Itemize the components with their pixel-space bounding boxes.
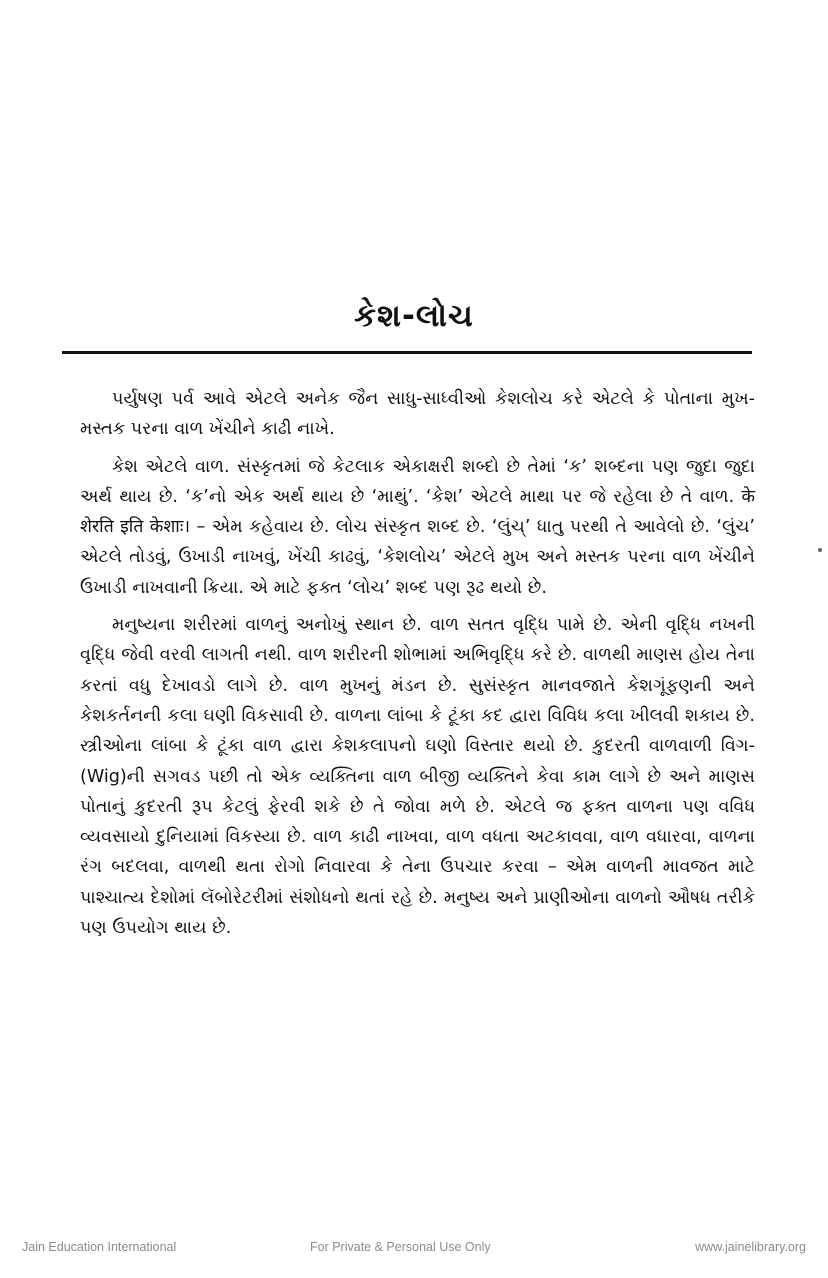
- page-footer: [0, 1240, 828, 1260]
- footer-usage-note: For Private & Personal Use Only: [310, 1240, 491, 1254]
- scan-speck: [818, 548, 822, 552]
- paragraph-2: કેશ એટલે વાળ. સંસ્કૃતમાં જે કેટલાક એકાક્ષરી શબ્દો છે તેમાં ‘ક’ શબ્દના પણ જુદા જુદા અર્થ થાય છે. ‘ક’નો એક અર્થ થાય છે ‘માથું’. ‘કેશ’ એટલે માથા પર જે રહેલા છે તે વાળ. के शेरति इति केशाः। – એમ કહેવાય છે. લોચ સંસ્કૃત શબ્દ છે. ‘લુંચ્’ ધાતુ પરથી તે આવેલો છે. ‘લુંચ’ એટલે તોડવું, ઉખાડી નાખવું, ખેંચી કાઢવું, ‘કેશલોચ’ એટલે મુખ અને મસ્તક પરના વાળ ખેંચીને ઉખાડી નાખવાની ક્રિયા. એ માટે ફક્ત ‘લોચ’ શબ્દ પણ રૂઢ થયો છે.: [80, 456, 755, 598]
- paragraph-3: મનુષ્યના શરીરમાં વાળનું અનોખું સ્થાન છે. વાળ સતત વૃદ્ધિ પામે છે. એની વૃદ્ધિ નખની વૃદ્ધિ જેવી વરવી લાગતી નથી. વાળ શરીરની શોભામાં અભિવૃદ્ધિ કરે છે. વાળથી માણસ હોય તેના કરતાં વધુ દેખાવડો લાગે છે. વાળ મુખનું મંડન છે. સુસંસ્કૃત માનવજાતે કેશગૂંફણની અને કેશકર્તનની કલા ઘણી વિકસાવી છે. વાળના લાંબા કે ટૂંકા કદ દ્વારા વિવિધ કલા ખીલવી શકાય છે. સ્ત્રીઓના લાંબા કે ટૂંકા વાળ દ્વારા કેશકલાપનો ઘણો વિસ્તાર થયો છે. કુદરતી વાળવાળી વિગ-(Wig)ની સગવડ પછી તો એક વ્યક્તિના વાળ બીજી વ્યક્તિને કેવા કામ લાગે છે અને માણસ પોતાનું કુદરતી રૂપ કેટલું ફેરવી શકે છે તે જોવા મળે છે. એટલે જ ફક્ત વાળના પણ વવિધ વ્યવસાયો દુનિયામાં વિકસ્યા છે. વાળ કાઢી નાખવા, વાળ વધતા અટકાવવા, વાળ વધારવા, વાળના રંગ બદલવા, વાળથી થતા રોગો નિવારવા કે તેના ઉપચાર કરવા – એમ વાળની માવજત માટે પાશ્ચાત્ય દેશોમાં લૅબોરેટરીમાં સંશોધનો થતાં રહે છે. મનુષ્ય અને પ્રાણીઓના વાળનો ઔષધ તરીકે પણ ઉપયોગ થાય છે.: [80, 615, 755, 939]
- footer-website-link[interactable]: www.jainelibrary.org: [695, 1240, 806, 1254]
- paragraph-1: પર્યુષણ પર્વ આવે એટલે અનેક જૈન સાધુ-સાધ્વીઓ કેશલોચ કરે એટલે કે પોતાના મુખ-મસ્તક પરના વાળ ખેંચીને કાઢી નાખે.: [80, 389, 755, 440]
- footer-publisher: Jain Education International: [22, 1240, 177, 1254]
- title-underline-rule: [62, 351, 752, 354]
- article-body: [80, 384, 755, 943]
- page-title: કેશ-લોચ: [354, 298, 474, 334]
